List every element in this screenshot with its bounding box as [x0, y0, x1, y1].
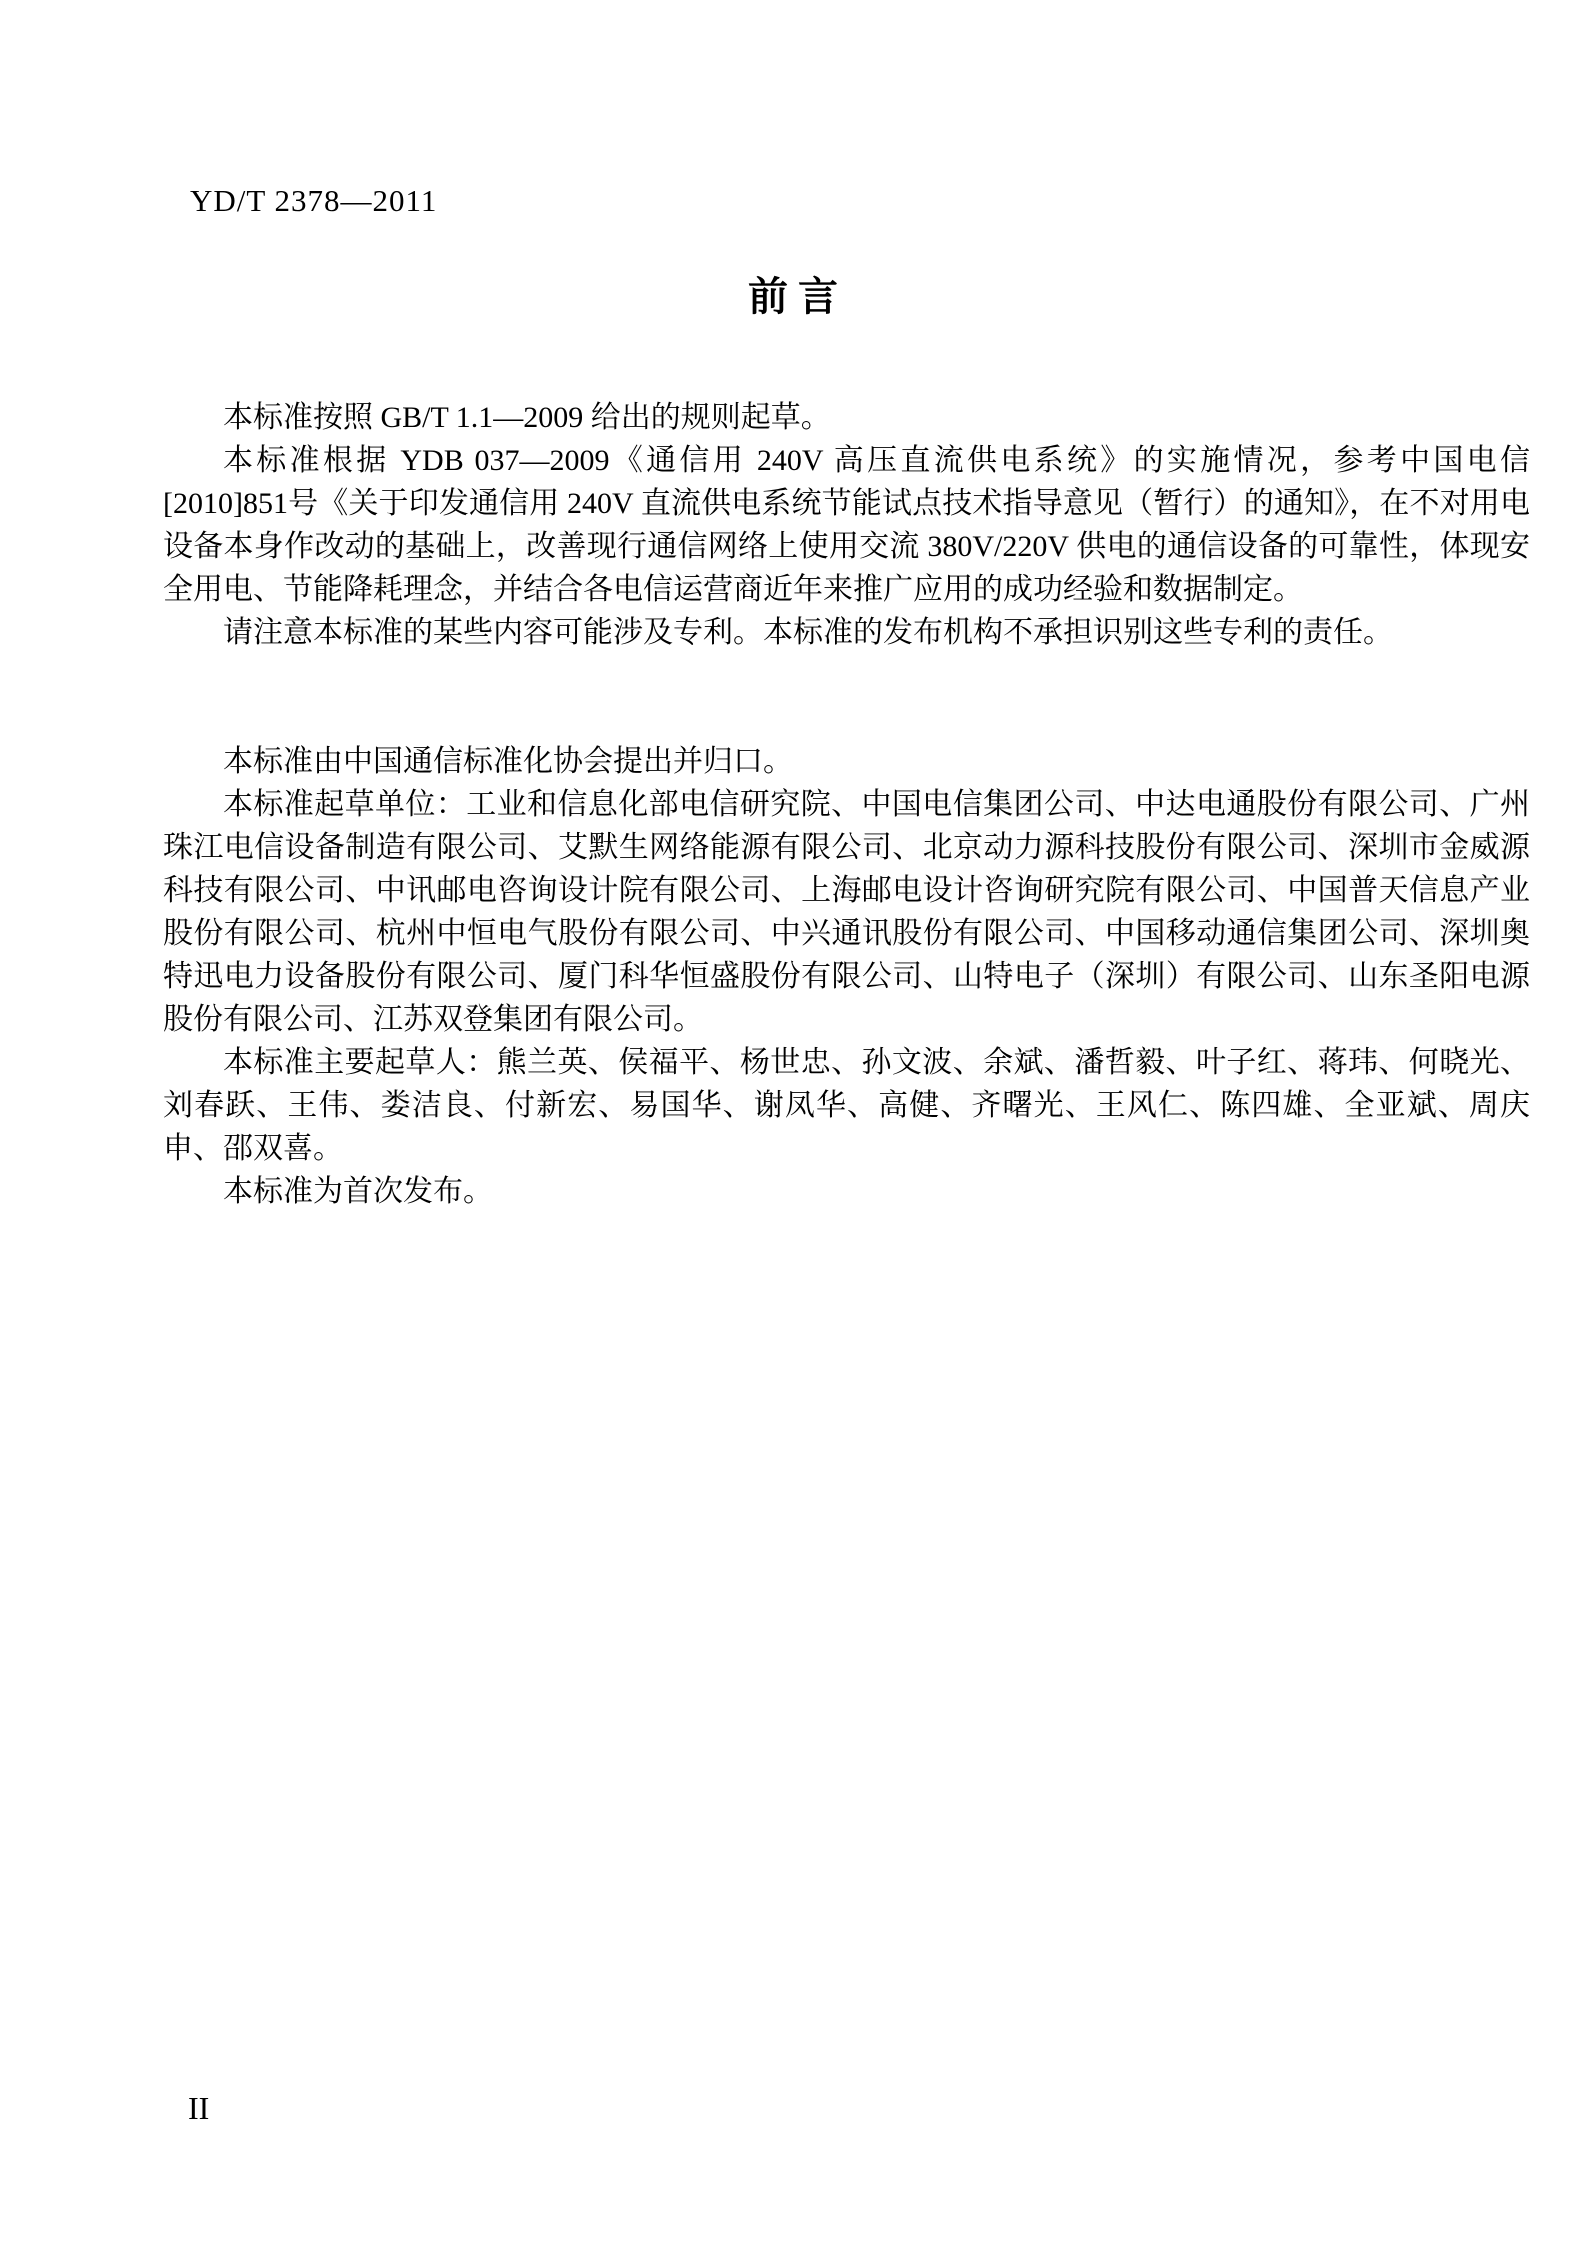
standard-number-header: YD/T 2378—2011: [190, 183, 438, 218]
body-paragraph-basis: 本标准根据 YDB 037—2009《通信用 240V 高压直流供电系统》的实施情况，参考中国电信[2010]851号《关于印发通信用 240V 直流供电系统节能试点技术指导意见（暂行）的通知》，在不对用电设备本身作改动的基础上，改善现行通信网络上使用交流 380V/220V 供电的通信设备的可靠性，体现安全用电、节能降耗理念，并结合各电信运营商近年来推广应用的成功经验和数据制定。: [163, 444, 1530, 606]
page-number: II: [188, 2090, 210, 2126]
body-paragraph-patent-notice: 请注意本标准的某些内容可能涉及专利。本标准的发布机构不承担识别这些专利的责任。: [223, 616, 1393, 649]
preface-body: [163, 396, 1530, 1213]
body-paragraph-drafting-organizations: 本标准起草单位：工业和信息化部电信研究院、中国电信集团公司、中达电通股份有限公司、广州珠江电信设备制造有限公司、艾默生网络能源有限公司、北京动力源科技股份有限公司、深圳市金威源科技有限公司、中讯邮电咨询设计院有限公司、上海邮电设计咨询研究院有限公司、中国普天信息产业股份有限公司、杭州中恒电气股份有限公司、中兴通讯股份有限公司、中国移动通信集团公司、深圳奥特迅电力设备股份有限公司、厦门科华恒盛股份有限公司、山特电子（深圳）有限公司、山东圣阳电源股份有限公司、江苏双登集团有限公司。: [163, 788, 1530, 1036]
body-paragraph-drafting-rule: 本标准按照 GB/T 1.1—2009 给出的规则起草。: [223, 401, 831, 434]
page-title: 前言: [748, 274, 848, 319]
body-paragraph-first-release: 本标准为首次发布。: [223, 1175, 493, 1208]
body-paragraph-proposed-by: 本标准由中国通信标准化协会提出并归口。: [223, 745, 793, 778]
body-paragraph-main-drafters: 本标准主要起草人：熊兰英、侯福平、杨世忠、孙文波、余斌、潘哲毅、叶子红、蒋玮、何晓光、刘春跃、王伟、娄洁良、付新宏、易国华、谢凤华、高健、齐曙光、王风仁、陈四雄、全亚斌、周庆申、邵双喜。: [163, 1046, 1530, 1165]
